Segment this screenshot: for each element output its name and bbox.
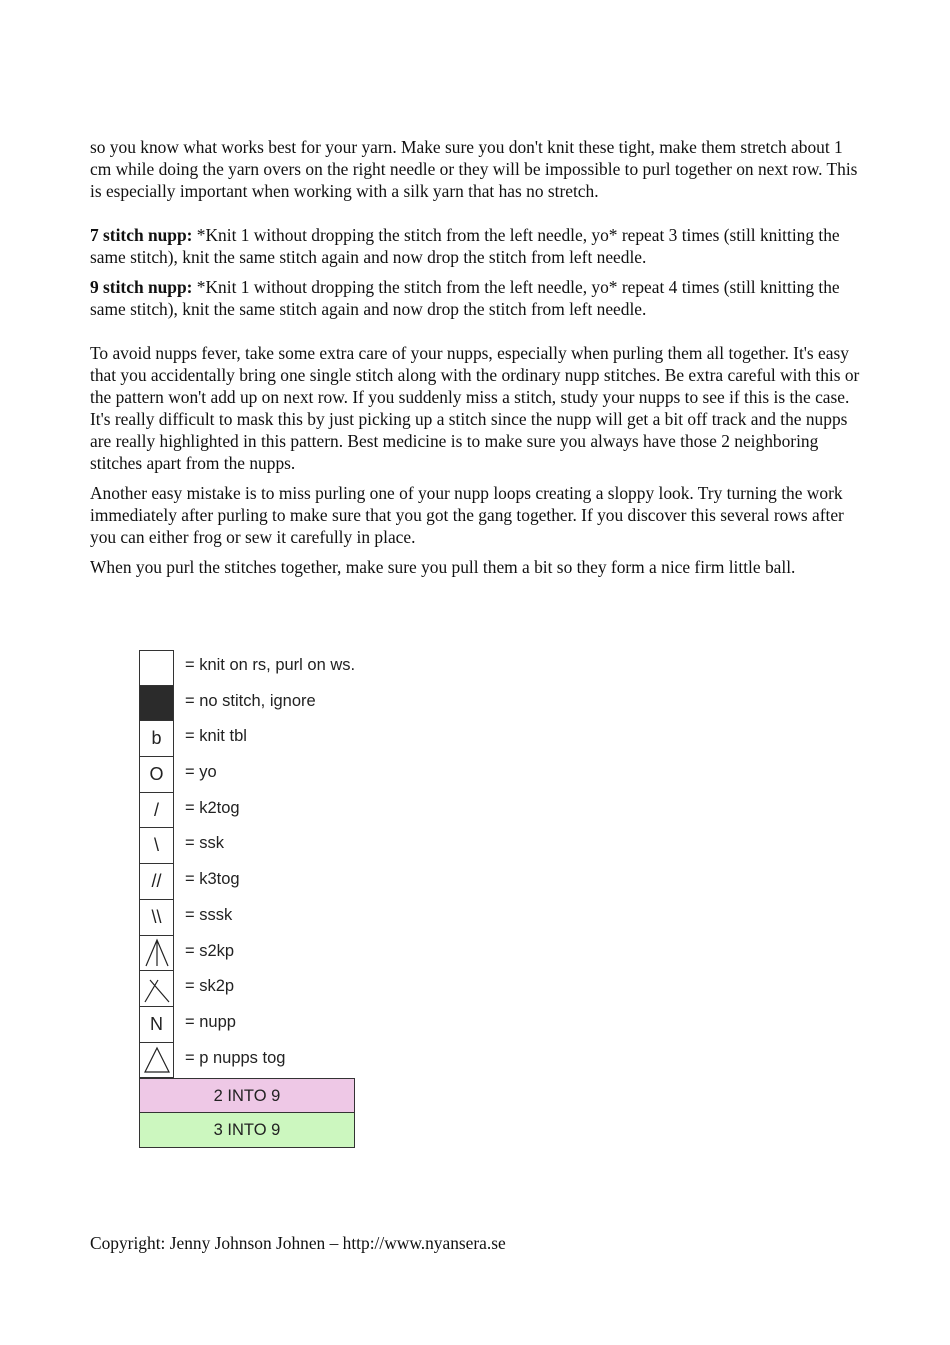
mistake-paragraph: Another easy mistake is to miss purling one of your nupp loops creating a sloppy look. Try turning the work immediately after purling to make sure that you got the gang together. If you discover this several rows after you can either frog or sew it carefully in place. bbox=[90, 483, 844, 547]
n-symbol-icon: N bbox=[139, 1007, 174, 1043]
slash-icon: / bbox=[139, 793, 174, 829]
document-body bbox=[90, 136, 865, 578]
legend-row bbox=[139, 793, 355, 829]
legend-label: = k2tog bbox=[185, 798, 240, 817]
double-slash-icon: // bbox=[139, 864, 174, 900]
legend-row bbox=[139, 650, 355, 686]
legend-label: = p nupps tog bbox=[185, 1048, 286, 1067]
nupp9-paragraph bbox=[90, 276, 865, 320]
nupps-fever-paragraph: To avoid nupps fever, take some extra care of your nupps, especially when purling them all together. It's easy that you accidentally bring one single stitch along with the ordinary nupp stitches. Be extra careful with this or the pattern won't add up on next row. If you suddenly miss a stitch, study your nupps to see if this is the case. It's really difficult to mask this by just picking up a stitch since the nupp will get a bit off track and the nupps are really highlighted in this pattern. Best medicine is to make sure you always have those 2 neighboring stitches apart from the nupps. bbox=[90, 343, 860, 473]
legend-label: = sk2p bbox=[185, 977, 235, 996]
legend-label: = ssk bbox=[185, 834, 224, 853]
legend-row bbox=[139, 721, 355, 757]
stitch-legend bbox=[139, 650, 355, 1148]
sk2p-icon bbox=[139, 971, 174, 1007]
legend-row bbox=[139, 757, 355, 793]
filled-square-icon bbox=[139, 686, 174, 722]
legend-row bbox=[139, 900, 355, 936]
nupp7-paragraph bbox=[90, 224, 865, 268]
purl-ball-paragraph: When you purl the stitches together, make sure you pull them a bit so they form a nice firm little ball. bbox=[90, 557, 796, 577]
nupp9-term: 9 stitch nupp: bbox=[90, 277, 193, 297]
copyright-footer: Copyright: Jenny Johnson Johnen – http://www.nyansera.se bbox=[90, 1233, 506, 1253]
band-3-into-9: 3 INTO 9 bbox=[139, 1113, 355, 1148]
triangle-icon bbox=[139, 1043, 174, 1079]
intro-paragraph: so you know what works best for your yarn. Make sure you don't knit these tight, make them stretch about 1 cm while doing the yarn overs on the right needle or they will be impossible to purl together on next row. This is especially important when working with a silk yarn that has no stretch. bbox=[90, 137, 858, 201]
legend-label: = sssk bbox=[185, 905, 233, 924]
circle-icon: O bbox=[139, 757, 174, 793]
blank-square-icon bbox=[139, 650, 174, 686]
nupp7-term: 7 stitch nupp: bbox=[90, 225, 193, 245]
s2kp-icon bbox=[139, 936, 174, 972]
band-2-into-9: 2 INTO 9 bbox=[139, 1078, 355, 1113]
double-backslash-icon: \\ bbox=[139, 900, 174, 936]
legend-label: = k3tog bbox=[185, 870, 240, 889]
legend-label: = s2kp bbox=[185, 941, 235, 960]
nupp9-text: *Knit 1 without dropping the stitch from the left needle, yo* repeat 4 times (still knitting the same stitch), knit the same stitch again and now drop the stitch from left needle. bbox=[90, 277, 840, 319]
nupp7-text: *Knit 1 without dropping the stitch from the left needle, yo* repeat 3 times (still knitting the same stitch), knit the same stitch again and now drop the stitch from left needle. bbox=[90, 225, 840, 267]
legend-row bbox=[139, 828, 355, 864]
b-symbol-icon: b bbox=[139, 721, 174, 757]
backslash-icon: \ bbox=[139, 828, 174, 864]
legend-label: = knit tbl bbox=[185, 727, 247, 746]
legend-label: = knit on rs, purl on ws. bbox=[185, 656, 356, 674]
legend-label: = no stitch, ignore bbox=[185, 691, 316, 710]
legend-row bbox=[139, 1043, 355, 1079]
legend-row bbox=[139, 971, 355, 1007]
legend-row bbox=[139, 936, 355, 972]
legend-row bbox=[139, 1007, 355, 1043]
legend-row bbox=[139, 864, 355, 900]
legend-label: = yo bbox=[185, 763, 217, 782]
legend-row bbox=[139, 686, 355, 722]
legend-label: = nupp bbox=[185, 1012, 236, 1031]
